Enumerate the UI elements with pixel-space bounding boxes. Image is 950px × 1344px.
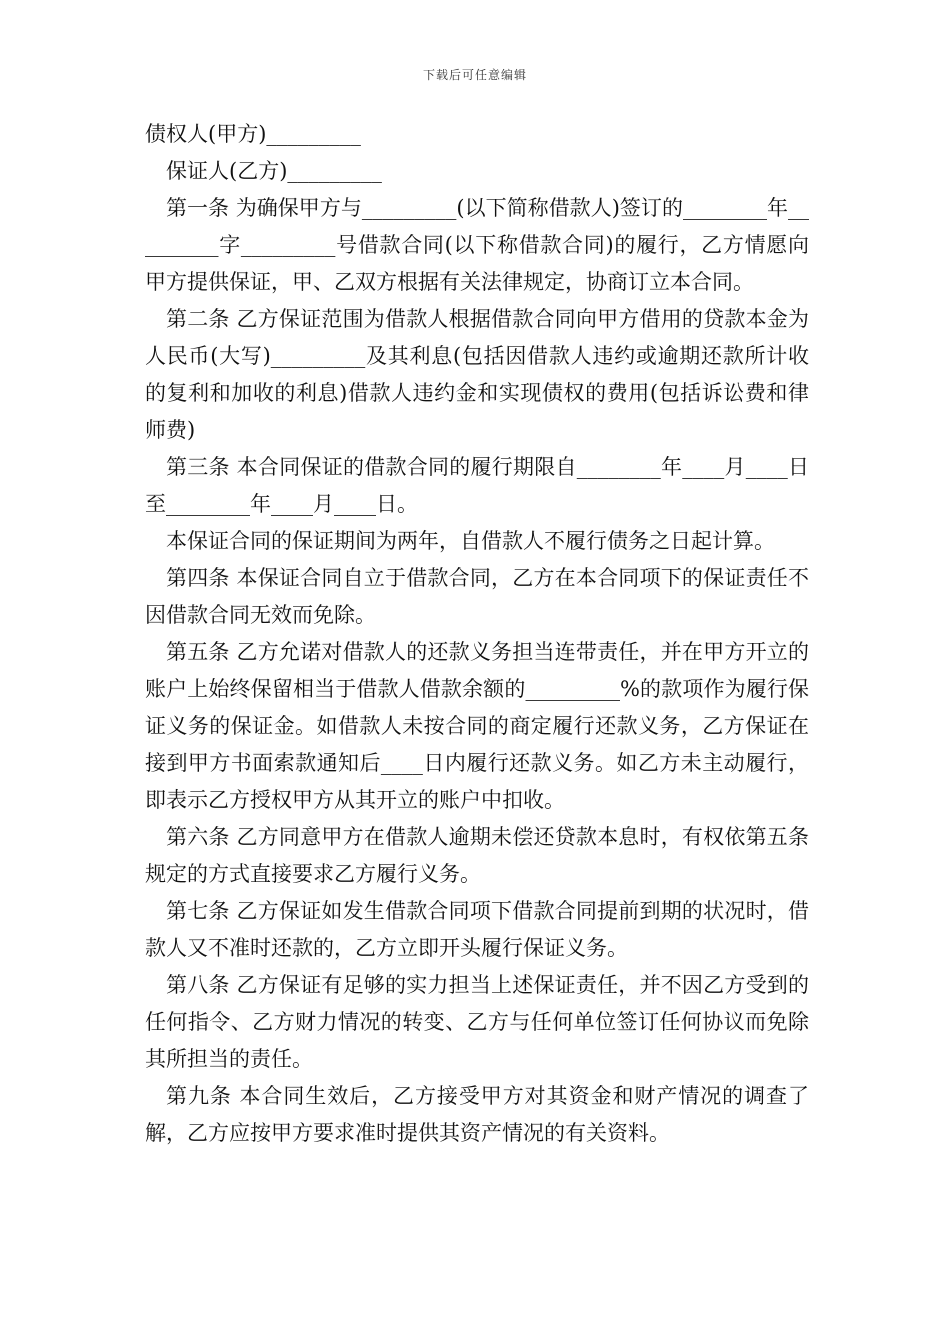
article-9: 第九条 本合同生效后，乙方接受甲方对其资金和财产情况的调查了解，乙方应按甲方要求准时提供其资产情况的有关资料。 <box>145 1084 809 1145</box>
article-6: 第六条 乙方同意甲方在借款人逾期未偿还贷款本息时，有权依第五条规定的方式直接要求乙方履行义务。 <box>145 825 809 886</box>
page-header-note: 下载后可任意编辑 <box>422 68 527 82</box>
contract-body <box>145 116 809 1152</box>
article-2: 第二条 乙方保证范围为借款人根据借款合同向甲方借用的贷款本金为人民币(大写)_________及其利息(包括因借款人违约或逾期还款所计收的复利和加收的利息)借款人违约金和实现债权的费用(包括诉讼费和律师费) <box>145 307 809 442</box>
article-3: 第三条 本合同保证的借款合同的履行期限自________年____月____日至________年____月____日。 <box>145 455 809 516</box>
creditor-line: 债权人(甲方)_________ <box>145 122 361 146</box>
article-8: 第八条 乙方保证有足够的实力担当上述保证责任，并不因乙方受到的任何指令、乙方财力情况的转变、乙方与任何单位签订任何协议而免除其所担当的责任。 <box>145 973 809 1071</box>
article-7: 第七条 乙方保证如发生借款合同项下借款合同提前到期的状况时，借款人又不准时还款的，乙方立即开头履行保证义务。 <box>145 899 809 960</box>
article-4: 第四条 本保证合同自立于借款合同，乙方在本合同项下的保证责任不因借款合同无效而免除。 <box>145 566 809 627</box>
guarantor-line: 保证人(乙方)_________ <box>166 159 382 183</box>
guarantee-period: 本保证合同的保证期间为两年，自借款人不履行债务之日起计算。 <box>166 529 775 553</box>
article-1: 第一条 为确保甲方与_________(以下简称借款人)签订的________年_________字_________号借款合同(以下称借款合同)的履行，乙方情愿向甲方提供保证，甲、乙双方根据有关法律规定，协商订立本合同。 <box>145 196 809 294</box>
article-5: 第五条 乙方允诺对借款人的还款义务担当连带责任，并在甲方开立的账户上始终保留相当于借款人借款余额的_________%的款项作为履行保证义务的保证金。如借款人未按合同的商定履行还款义务，乙方保证在接到甲方书面索款通知后____日内履行还款义务。如乙方未主动履行，即表示乙方授权甲方从其开立的账户中扣收。 <box>145 640 809 812</box>
